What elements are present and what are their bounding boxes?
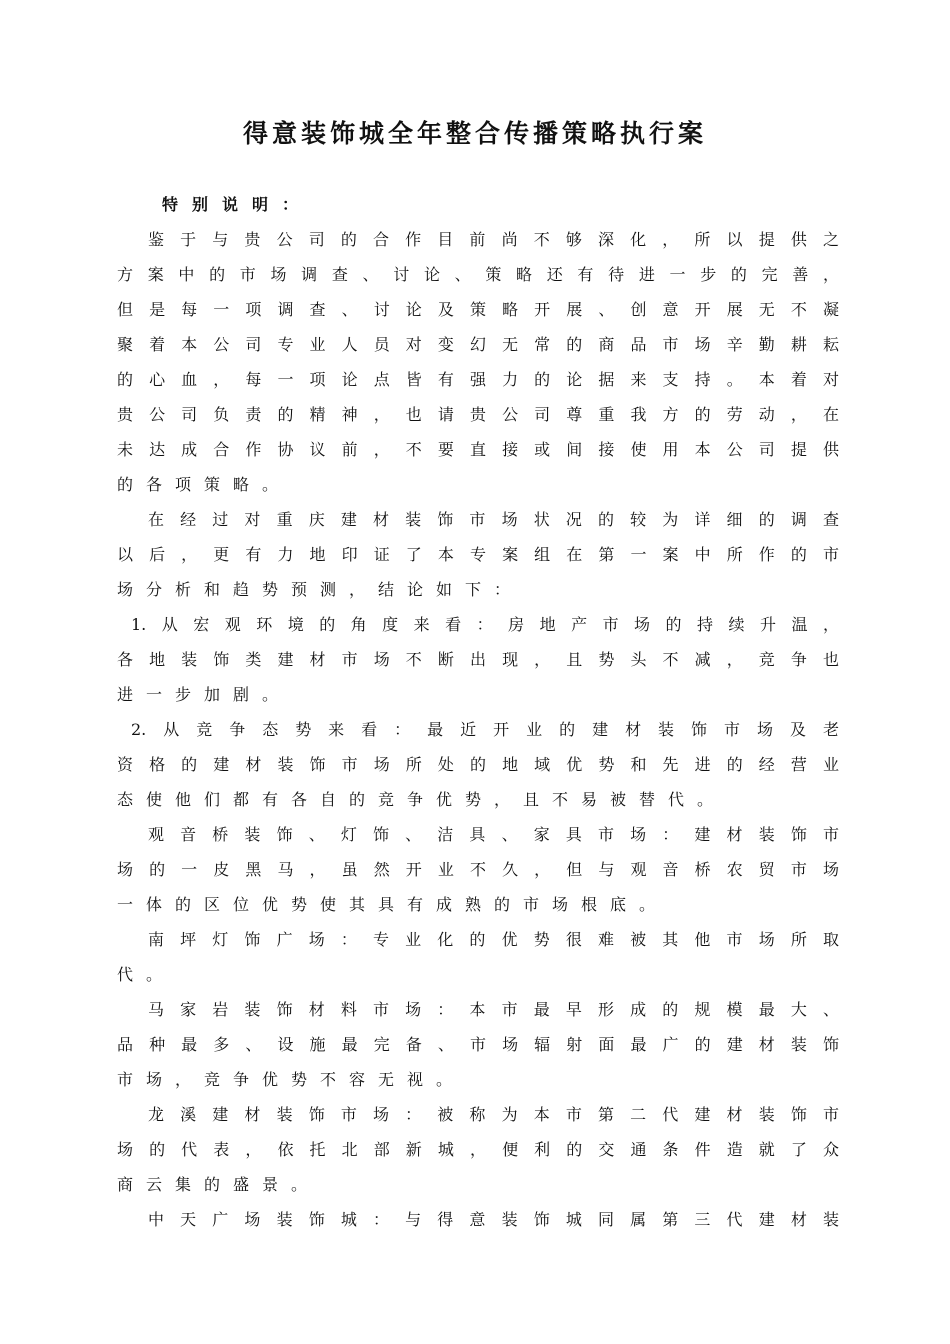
text-line: 聚着本公司专业人员对变幻无常的商品市场辛勤耕耘 (117, 335, 839, 354)
text-line: 以后，更有力地印证了本专案组在第一案中所作的市 (117, 545, 839, 564)
text-line: 鉴于与贵公司的合作目前尚不够深化，所以提供之 (148, 230, 839, 249)
text-line: 方案中的市场调查、讨论、策略还有待进一步的完善， (117, 265, 839, 284)
text-line: 1.从宏观环境的角度来看：房地产市场的持续升温， (131, 615, 839, 634)
text-line: 资格的建材装饰市场所处的地域优势和先进的经营业 (117, 755, 839, 774)
text-line: 场的代表，依托北部新城，便利的交通条件造就了众 (117, 1140, 839, 1159)
text-line: 马家岩装饰材料市场：本市最早形成的规模最大、 (148, 1000, 839, 1019)
text-line: 南坪灯饰广场：专业化的优势很难被其他市场所取 (148, 930, 839, 949)
text-line: 各地装饰类建材市场不断出现，且势头不减，竞争也 (117, 650, 839, 669)
text-line: 中天广场装饰城：与得意装饰城同属第三代建材装 (148, 1210, 839, 1229)
text-line: 一体的区位优势使其具有成熟的市场根底。 (117, 895, 669, 914)
text-line: 场分析和趋势预测，结论如下： (117, 580, 524, 599)
text-line: 2.从竞争态势来看：最近开业的建材装饰市场及老 (131, 720, 839, 739)
text-line: 但是每一项调查、讨论及策略开展、创意开展无不凝 (117, 300, 839, 319)
text-line: 品种最多、设施最完备、市场辐射面最广的建材装饰 (117, 1035, 839, 1054)
text-line: 场的一皮黑马，虽然开业不久，但与观音桥农贸市场 (117, 860, 839, 879)
text-line: 进一步加剧。 (117, 685, 292, 704)
text-line: 代。 (117, 965, 176, 984)
text-line: 在经过对重庆建材装饰市场状况的较为详细的调查 (148, 510, 839, 529)
text-line: 贵公司负责的精神，也请贵公司尊重我方的劳动，在 (117, 405, 839, 424)
text-line: 态使他们都有各自的竞争优势，且不易被替代。 (117, 790, 727, 809)
text-line: 观音桥装饰、灯饰、洁具、家具市场：建材装饰市 (148, 825, 839, 844)
text-line: 市场，竞争优势不容无视。 (117, 1070, 466, 1089)
document-body (117, 187, 839, 1237)
text-line: 未达成合作协议前，不要直接或间接使用本公司提供 (117, 440, 839, 459)
special-note-heading: 特别说明： (162, 195, 313, 214)
text-line: 商云集的盛景。 (117, 1175, 321, 1194)
text-line: 的各项策略。 (117, 475, 292, 494)
document-title: 得意装饰城全年整合传播策略执行案 (242, 119, 707, 148)
text-line: 龙溪建材装饰市场：被称为本市第二代建材装饰市 (148, 1105, 839, 1124)
text-line: 的心血，每一项论点皆有强力的论据来支持。本着对 (117, 370, 839, 389)
